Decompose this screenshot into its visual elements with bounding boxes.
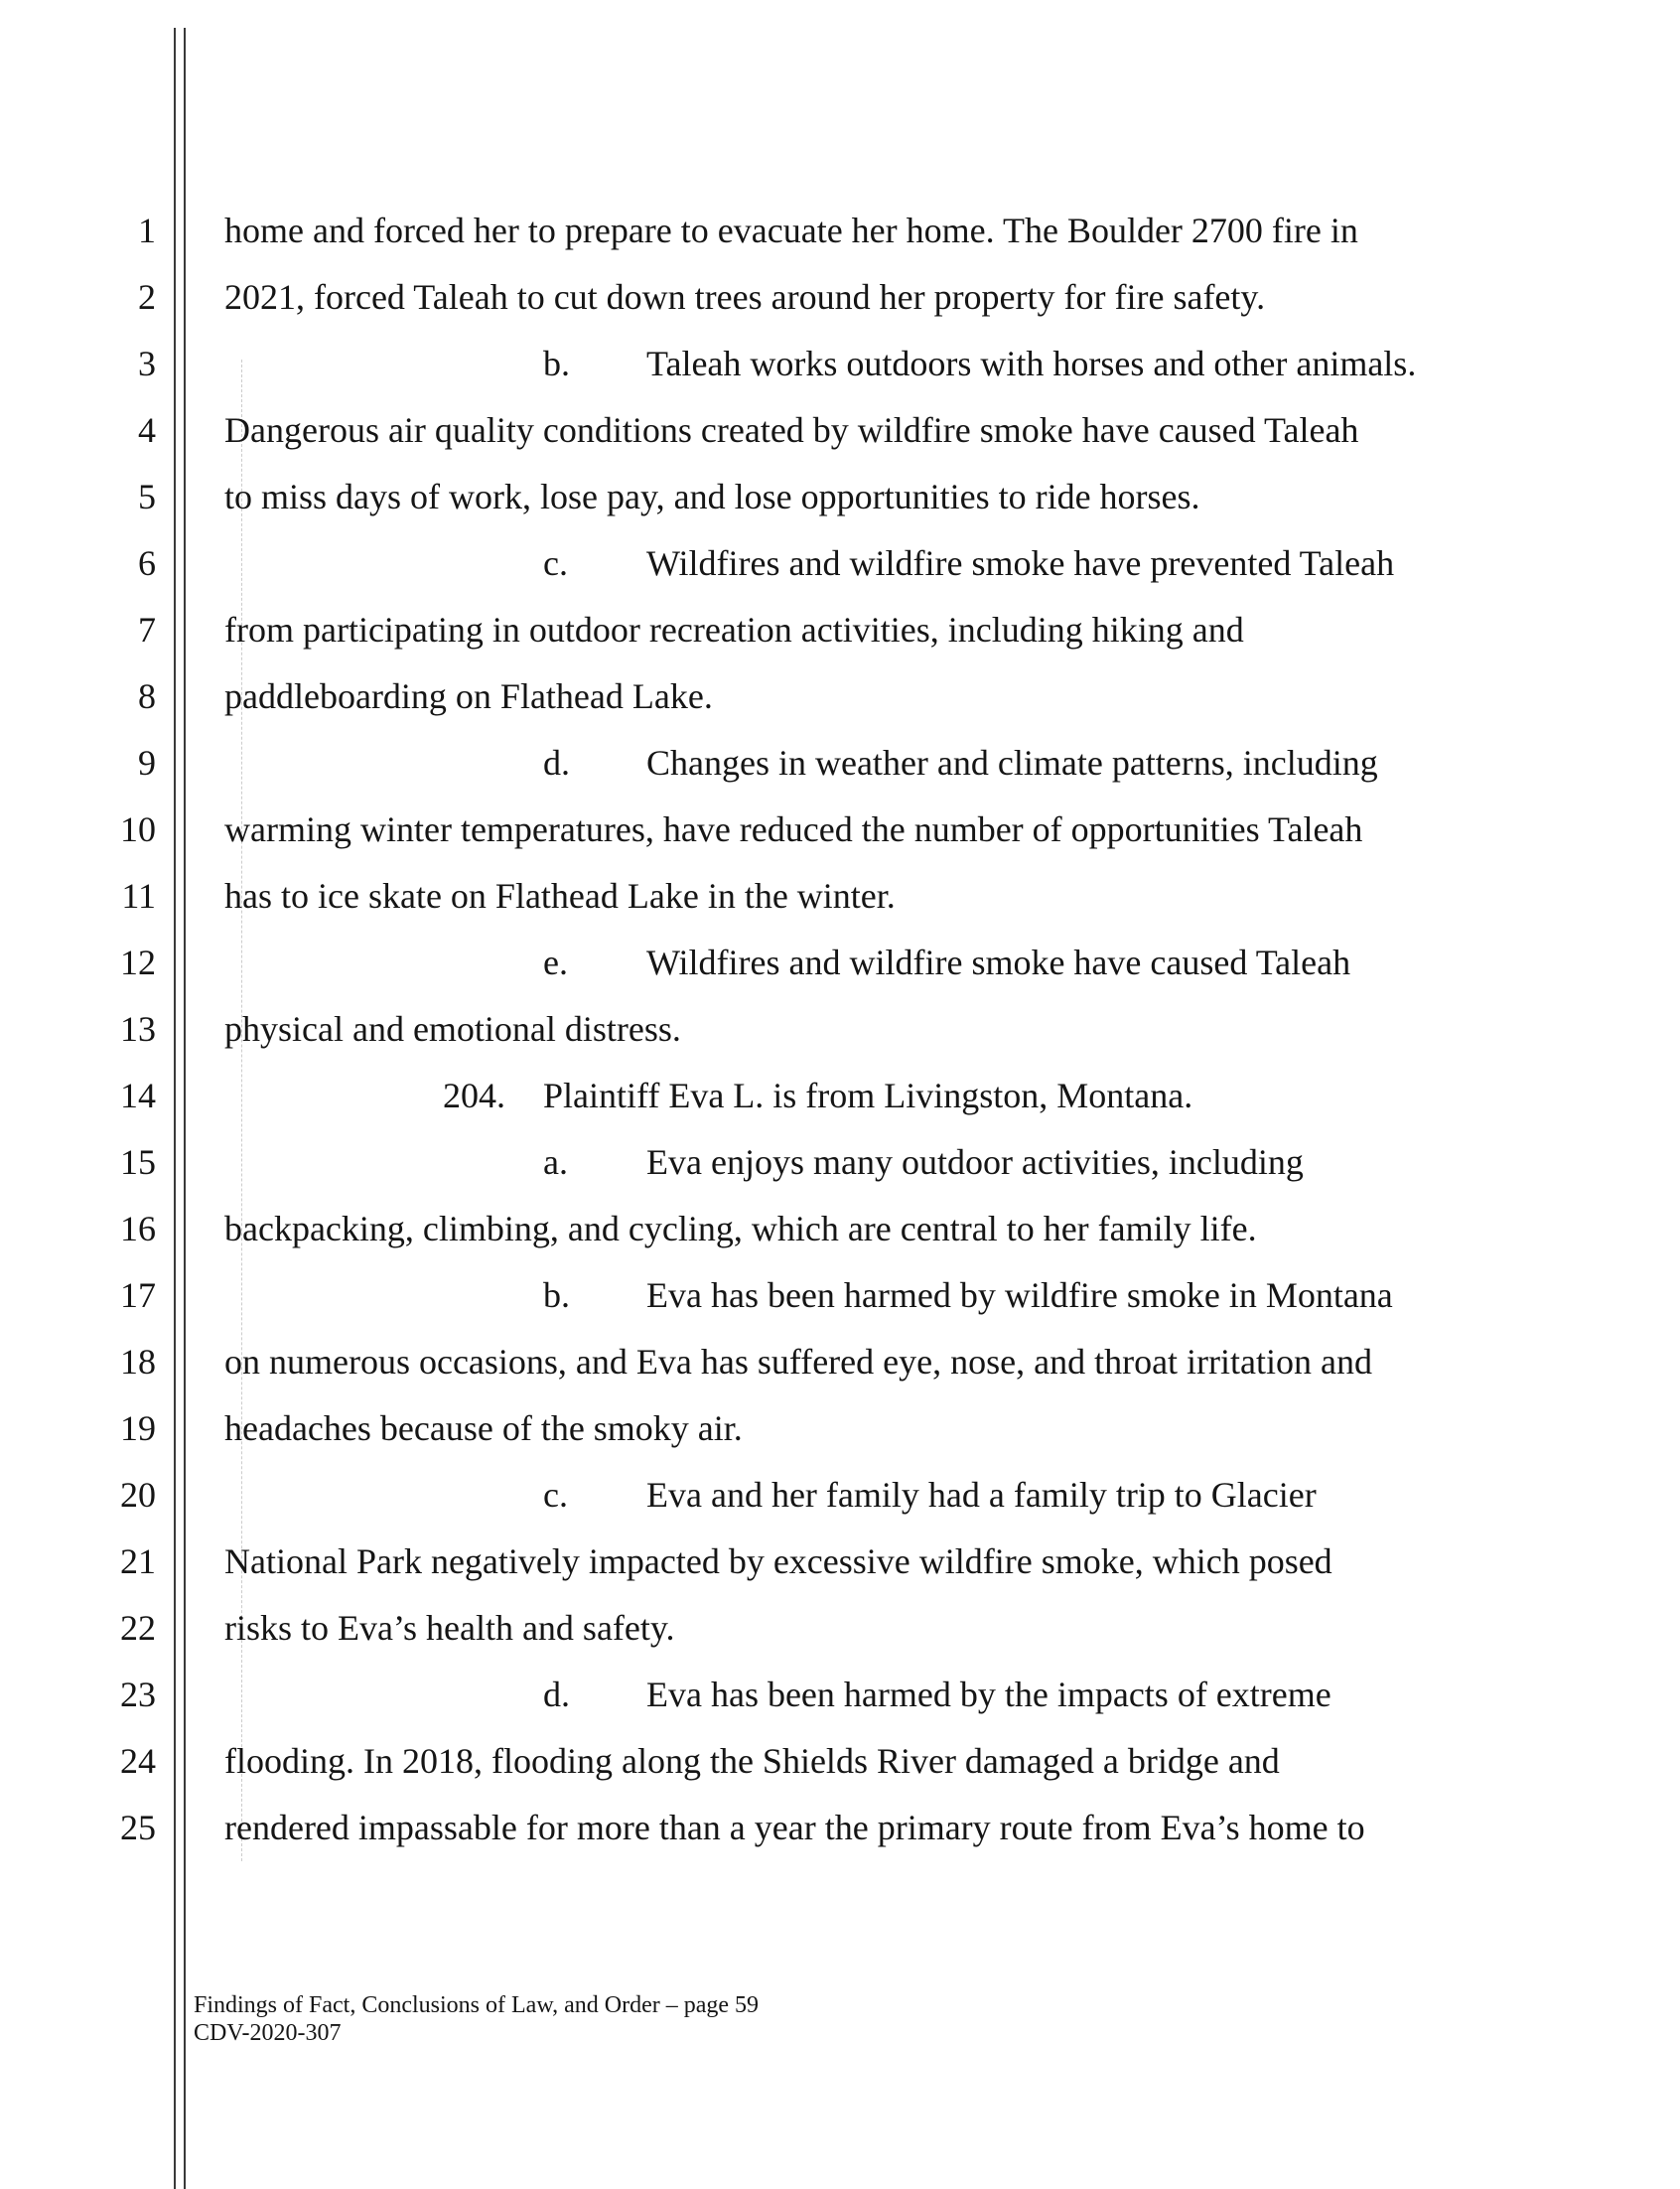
subparagraph-marker: c. [543, 543, 568, 583]
line-number: 2 [138, 277, 156, 317]
subparagraph-marker: b. [543, 344, 570, 383]
line-text: warming winter temperatures, have reduced the number of opportunities Taleah [224, 809, 1363, 849]
body-line-8 [0, 663, 1680, 730]
line-text: home and forced her to prepare to evacuate her home. The Boulder 2700 fire in [224, 211, 1358, 250]
line-number: 18 [120, 1342, 156, 1382]
line-number: 5 [138, 477, 156, 516]
body-line-2 [0, 264, 1680, 331]
footer-title: Findings of Fact, Conclusions of Law, and Order – page 59 [194, 1992, 760, 2018]
line-text: Eva enjoys many outdoor activities, including [646, 1142, 1304, 1182]
line-number: 4 [138, 410, 156, 450]
subparagraph-marker: d. [543, 1675, 570, 1714]
line-text: paddleboarding on Flathead Lake. [224, 676, 713, 716]
line-number: 6 [138, 543, 156, 583]
line-text: 2021, forced Taleah to cut down trees around her property for fire safety. [224, 277, 1266, 317]
line-number: 8 [138, 676, 156, 716]
line-text: Changes in weather and climate patterns, including [646, 743, 1378, 783]
line-text: rendered impassable for more than a year the primary route from Eva’s home to [224, 1808, 1365, 1847]
subparagraph-marker: a. [543, 1142, 568, 1182]
body-line-9 [0, 730, 1680, 797]
line-text: Eva and her family had a family trip to Glacier [646, 1475, 1317, 1515]
line-text: Taleah works outdoors with horses and other animals. [646, 344, 1417, 383]
line-number: 21 [120, 1541, 156, 1581]
pleading-body [0, 198, 1680, 1861]
line-number: 3 [138, 344, 156, 383]
line-number: 25 [120, 1808, 156, 1847]
line-text: headaches because of the smoky air. [224, 1408, 743, 1448]
body-line-20 [0, 1462, 1680, 1529]
line-number: 17 [120, 1275, 156, 1315]
line-text: backpacking, climbing, and cycling, which are central to her family life. [224, 1209, 1257, 1248]
line-number: 22 [120, 1608, 156, 1648]
line-number: 12 [120, 943, 156, 982]
line-text: Plaintiff Eva L. is from Livingston, Montana. [543, 1076, 1193, 1115]
line-number: 19 [120, 1408, 156, 1448]
body-line-18 [0, 1329, 1680, 1395]
line-number: 14 [120, 1076, 156, 1115]
subparagraph-marker: e. [543, 943, 568, 982]
line-number: 7 [138, 610, 156, 650]
body-line-22 [0, 1595, 1680, 1662]
line-text: National Park negatively impacted by excessive wildfire smoke, which posed [224, 1541, 1332, 1581]
line-number: 9 [138, 743, 156, 783]
body-line-1 [0, 198, 1680, 264]
line-text: Eva has been harmed by the impacts of extreme [646, 1675, 1331, 1714]
body-line-23 [0, 1662, 1680, 1728]
page-footer [194, 1991, 759, 2047]
body-line-5 [0, 464, 1680, 530]
body-line-19 [0, 1395, 1680, 1462]
line-number: 24 [120, 1741, 156, 1781]
body-line-7 [0, 597, 1680, 663]
line-text: on numerous occasions, and Eva has suffered eye, nose, and throat irritation and [224, 1342, 1372, 1382]
body-line-4 [0, 397, 1680, 464]
line-text: Wildfires and wildfire smoke have prevented Taleah [646, 543, 1395, 583]
body-line-3 [0, 331, 1680, 397]
body-line-25 [0, 1795, 1680, 1861]
body-line-11 [0, 863, 1680, 930]
body-line-14 [0, 1063, 1680, 1129]
body-line-6 [0, 530, 1680, 597]
line-text: Dangerous air quality conditions created by wildfire smoke have caused Taleah [224, 410, 1359, 450]
body-line-21 [0, 1529, 1680, 1595]
footer-case-number: CDV-2020-307 [194, 2020, 342, 2046]
body-line-15 [0, 1129, 1680, 1196]
paragraph-number: 204. [443, 1076, 505, 1115]
body-line-16 [0, 1196, 1680, 1262]
line-number: 15 [120, 1142, 156, 1182]
line-text: to miss days of work, lose pay, and lose opportunities to ride horses. [224, 477, 1200, 516]
body-line-17 [0, 1262, 1680, 1329]
line-number: 10 [120, 809, 156, 849]
subparagraph-marker: d. [543, 743, 570, 783]
body-line-24 [0, 1728, 1680, 1795]
line-number: 16 [120, 1209, 156, 1248]
subparagraph-marker: b. [543, 1275, 570, 1315]
body-line-10 [0, 797, 1680, 863]
line-number: 11 [121, 876, 156, 916]
subparagraph-marker: c. [543, 1475, 568, 1515]
line-text: flooding. In 2018, flooding along the Shields River damaged a bridge and [224, 1741, 1280, 1781]
line-number: 1 [138, 211, 156, 250]
line-text: has to ice skate on Flathead Lake in the winter. [224, 876, 896, 916]
line-text: from participating in outdoor recreation activities, including hiking and [224, 610, 1244, 650]
line-text: risks to Eva’s health and safety. [224, 1608, 675, 1648]
body-line-12 [0, 930, 1680, 996]
line-number: 20 [120, 1475, 156, 1515]
line-text: Wildfires and wildfire smoke have caused Taleah [646, 943, 1351, 982]
line-number: 13 [120, 1009, 156, 1049]
line-text: Eva has been harmed by wildfire smoke in Montana [646, 1275, 1393, 1315]
line-text: physical and emotional distress. [224, 1009, 681, 1049]
body-line-13 [0, 996, 1680, 1063]
line-number: 23 [120, 1675, 156, 1714]
